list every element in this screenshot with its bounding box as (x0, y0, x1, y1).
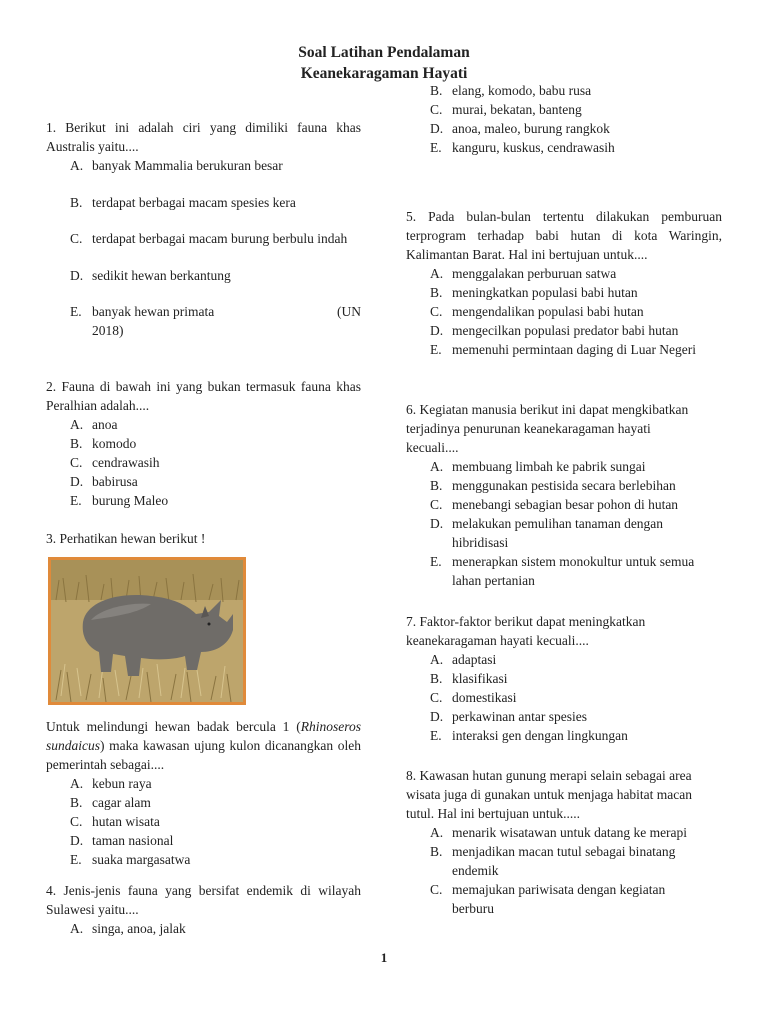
question-2 (46, 377, 361, 510)
rhinoceros-photo (48, 557, 246, 705)
q7-option-e: E. interaksi gen dengan lingkungan (430, 728, 628, 743)
q3-option-b: B. cagar alam (70, 795, 151, 810)
q1-option-a: A. banyak Mammalia berukuran besar (70, 158, 283, 173)
q2-option-e: E. burung Maleo (70, 493, 169, 508)
q3-option-d: D. taman nasional (70, 833, 174, 848)
q7-option-c: C. domestikasi (430, 690, 517, 705)
q5-option-b: B. meningkatkan populasi babi hutan (430, 285, 638, 300)
question-7 (406, 612, 706, 745)
question-8-stem: 8. Kawasan hutan gunung merapi selain sebagai area wisata juga di gunakan untuk menjaga habitat macan tutul. Hal ini bertujuan untuk..... (406, 768, 693, 821)
q5-option-e: E. memenuhi permintaan daging di Luar Negeri (430, 342, 697, 357)
q8-option-a: A. menarik wisatawan untuk datang ke merapi (430, 825, 688, 840)
q6-option-c: C. menebangi sebagian besar pohon di hutan (430, 497, 679, 512)
q4-option-d: D. anoa, maleo, burung rangkok (430, 121, 610, 136)
q3-option-e: E. suaka margasatwa (70, 852, 191, 867)
q2-option-b: B. komodo (70, 436, 137, 451)
question-5-stem: 5. Pada bulan-bulan tertentu dilakukan pemburuan terprogram terhadap babi hutan di kota Waringin, Kalimantan Barat. Hal ini bertujuan untuk.... (406, 209, 722, 262)
question-1-stem: 1. Berikut ini adalah ciri yang dimiliki fauna khas Australis yaitu.... (46, 120, 361, 154)
q4-option-e: E. kanguru, kuskus, cendrawasih (430, 140, 615, 155)
q4-option-a: A. singa, anoa, jalak (70, 921, 186, 936)
q2-option-d: D. babirusa (70, 474, 138, 489)
q6-option-d: D. melakukan pemulihan tanaman dengan hibridisasi (430, 516, 664, 550)
q5-option-a: A. menggalakan perburuan satwa (430, 266, 617, 281)
q4-option-c: C. murai, bekatan, banteng (430, 102, 582, 117)
document-title-line-2: Keanekaragaman Hayati (300, 65, 468, 82)
q2-option-a: A. anoa (70, 417, 118, 432)
q1-source: (UN (337, 304, 361, 319)
q8-option-b: B. menjadikan macan tutul sebagai binatang endemik (430, 844, 676, 878)
question-4-continued (406, 81, 722, 157)
question-1 (46, 118, 361, 340)
question-2-stem: 2. Fauna di bawah ini yang bukan termasuk fauna khas Peralhian adalah.... (46, 379, 361, 413)
rhinoceros-illustration (51, 560, 243, 702)
q7-option-b: B. klasifikasi (430, 671, 508, 686)
q6-option-b: B. menggunakan pestisida secara berlebihan (430, 478, 676, 493)
question-7-stem: 7. Faktor-faktor berikut dapat meningkatkan keanekaragaman hayati kecuali.... (406, 614, 646, 648)
question-5 (406, 207, 722, 359)
question-6 (406, 400, 706, 590)
q5-option-c: C. mengendalikan populasi babi hutan (430, 304, 644, 319)
q3-option-a: A. kebun raya (70, 776, 152, 791)
question-6-stem: 6. Kegiatan manusia berikut ini dapat mengkibatkan terjadinya penurunan keanekaragaman hayati kecuali.... (406, 402, 689, 455)
q7-option-a: A. adaptasi (430, 652, 497, 667)
question-3 (46, 717, 361, 869)
q2-option-c: C. cendrawasih (70, 455, 160, 470)
q1-option-d: D. sedikit hewan berkantung (70, 268, 231, 283)
question-4 (46, 881, 361, 938)
page-number: 1 (380, 950, 388, 965)
q1-option-e: E. banyak hewan primata (UN 2018) (70, 304, 361, 338)
q8-option-c: C. memajukan pariwisata dengan kegiatan berburu (430, 882, 666, 916)
q1-source-year: 2018) (92, 323, 124, 338)
question-8 (406, 766, 722, 918)
q4-option-b: B. elang, komodo, babu rusa (430, 83, 592, 98)
q7-option-d: D. perkawinan antar spesies (430, 709, 587, 724)
q1-option-c: C. terdapat berbagai macam burung berbulu indah (70, 231, 348, 246)
q6-option-a: A. membuang limbah ke pabrik sungai (430, 459, 646, 474)
q6-option-e: E. menerapkan sistem monokultur untuk semua lahan pertanian (430, 554, 695, 588)
q5-option-d: D. mengecilkan populasi predator babi hutan (430, 323, 679, 338)
question-4-stem: 4. Jenis-jenis fauna yang bersifat endemik di wilayah Sulawesi yaitu.... (46, 883, 361, 917)
question-3-stem: 3. Perhatikan hewan berikut ! (46, 531, 206, 546)
document-title-line-1: Soal Latihan Pendalaman (298, 44, 470, 61)
q3-option-c: C. hutan wisata (70, 814, 160, 829)
species-name: Rhinoseros sundaicus (46, 719, 361, 753)
q1-option-b: B. terdapat berbagai macam spesies kera (70, 195, 296, 210)
question-3-body: Untuk melindungi hewan badak bercula 1 (Rhinoseros sundaicus) maka kawasan ujung kulon dicanangkan oleh pemerintah sebagai.... (46, 719, 361, 772)
